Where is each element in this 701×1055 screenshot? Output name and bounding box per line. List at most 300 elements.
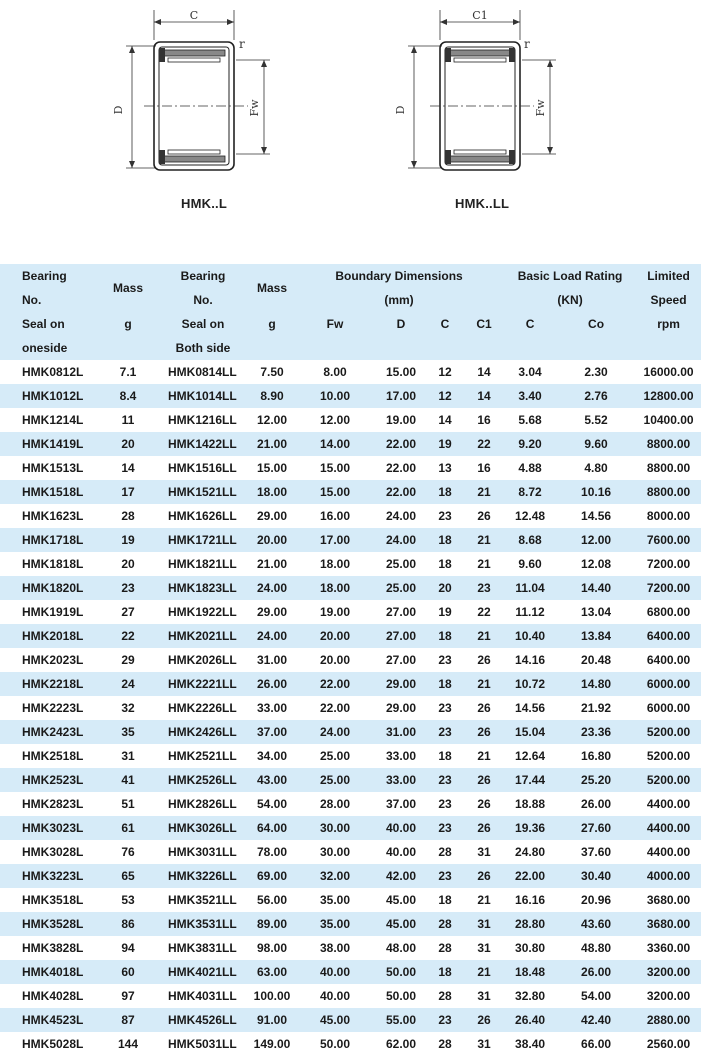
cell-speed: 7200.00	[646, 557, 691, 571]
cell-c: 23	[438, 653, 452, 667]
cell-fw: 25.00	[319, 749, 351, 763]
cell-load-co: 54.00	[581, 989, 612, 1003]
cell-bearing-single: HMK1818L	[22, 557, 84, 571]
cell-load-c: 12.64	[515, 749, 546, 763]
cell-speed: 8000.00	[646, 509, 691, 523]
cell-d: 15.00	[385, 365, 417, 379]
cell-load-c: 16.16	[515, 893, 546, 907]
cell-d: 42.00	[385, 869, 417, 883]
table-row	[0, 408, 701, 432]
table-row	[0, 1008, 701, 1032]
cell-mass-single: 86	[121, 917, 135, 931]
cell-c1: 31	[477, 1037, 491, 1051]
cell-bearing-both: HMK4031LL	[168, 989, 237, 1003]
table-row	[0, 864, 701, 888]
cell-mass-single: 22	[121, 629, 135, 643]
cell-load-co: 12.00	[581, 533, 612, 547]
hdr-col-load-co: Co	[556, 312, 636, 336]
cell-c: 18	[438, 629, 452, 643]
cell-load-co: 25.20	[581, 773, 612, 787]
cell-d: 31.00	[385, 725, 417, 739]
cell-d: 24.00	[385, 509, 417, 523]
hdr-mass1-unit: g	[100, 312, 156, 336]
cell-speed: 7600.00	[646, 533, 691, 547]
cell-d: 29.00	[385, 701, 417, 715]
cell-load-co: 21.92	[581, 701, 612, 715]
drawing-hmk-ll-svg	[390, 0, 570, 180]
table-row	[0, 984, 701, 1008]
cell-load-co: 10.16	[581, 485, 612, 499]
cell-c1: 21	[477, 965, 491, 979]
cell-fw: 35.00	[319, 917, 351, 931]
cell-load-co: 14.80	[581, 677, 612, 691]
cell-d: 37.00	[385, 797, 417, 811]
cell-speed: 4000.00	[646, 869, 691, 883]
cell-c: 12	[438, 389, 452, 403]
cell-load-c: 18.48	[515, 965, 546, 979]
cell-bearing-single: HMK5028L	[22, 1037, 84, 1051]
cell-bearing-both: HMK2826LL	[168, 797, 237, 811]
cell-load-c: 24.80	[515, 845, 546, 859]
cell-speed: 2560.00	[646, 1037, 691, 1051]
cell-d: 22.00	[385, 437, 417, 451]
table-row	[0, 672, 701, 696]
cell-bearing-both: HMK2021LL	[168, 629, 237, 643]
cell-fw: 32.00	[319, 869, 351, 883]
cell-mass-single: 94	[121, 941, 135, 955]
cell-bearing-both: HMK2521LL	[168, 749, 237, 763]
cell-d: 22.00	[385, 485, 417, 499]
cell-mass-both: 43.00	[256, 773, 288, 787]
cell-mass-both: 54.00	[256, 797, 288, 811]
cell-speed: 4400.00	[646, 821, 691, 835]
cell-load-c: 8.72	[518, 485, 542, 499]
table-header	[0, 264, 701, 360]
cell-load-co: 37.60	[581, 845, 612, 859]
cell-fw: 35.00	[319, 893, 351, 907]
table-row	[0, 1032, 701, 1055]
cell-mass-single: 11	[121, 413, 135, 427]
cell-fw: 40.00	[319, 965, 351, 979]
cell-bearing-single: HMK1518L	[22, 485, 84, 499]
cell-bearing-single: HMK1012L	[22, 389, 84, 403]
cell-mass-single: 61	[121, 821, 135, 835]
cell-fw: 22.00	[319, 677, 351, 691]
cell-speed: 3680.00	[646, 893, 691, 907]
cell-bearing-single: HMK3028L	[22, 845, 84, 859]
cell-bearing-both: HMK3531LL	[168, 917, 237, 931]
cell-d: 48.00	[385, 941, 417, 955]
cell-bearing-both: HMK1922LL	[168, 605, 237, 619]
cell-c: 19	[438, 437, 452, 451]
cell-d: 62.00	[385, 1037, 417, 1051]
cell-c: 18	[438, 965, 452, 979]
drawing-caption-hmk-l: HMK..L	[181, 196, 227, 211]
cell-bearing-both: HMK1823LL	[168, 581, 237, 595]
cell-c: 23	[438, 797, 452, 811]
cell-c1: 21	[477, 677, 491, 691]
cell-c: 13	[438, 461, 452, 475]
cell-mass-both: 98.00	[256, 941, 288, 955]
hdr-speed-1: Limited	[636, 264, 701, 288]
cell-load-co: 16.80	[581, 749, 612, 763]
cell-bearing-single: HMK2218L	[22, 677, 84, 691]
cell-bearing-single: HMK3518L	[22, 893, 84, 907]
cell-mass-single: 28	[121, 509, 135, 523]
cell-fw: 15.00	[319, 461, 351, 475]
cell-fw: 8.00	[323, 365, 347, 379]
cell-c: 18	[438, 677, 452, 691]
cell-load-co: 13.84	[581, 629, 612, 643]
cell-load-c: 22.00	[515, 869, 546, 883]
cell-speed: 6000.00	[646, 677, 691, 691]
cell-c1: 23	[477, 581, 491, 595]
cell-c: 23	[438, 509, 452, 523]
cell-fw: 10.00	[319, 389, 351, 403]
cell-mass-single: 32	[121, 701, 135, 715]
hdr-load-unit: (KN)	[504, 288, 636, 312]
hdr-bearing-single-1: Bearing	[0, 264, 100, 288]
cell-mass-single: 41	[121, 773, 135, 787]
table-row	[0, 720, 701, 744]
cell-fw: 25.00	[319, 773, 351, 787]
cell-speed: 8800.00	[646, 437, 691, 451]
table-row	[0, 648, 701, 672]
cell-mass-single: 20	[121, 437, 135, 451]
cell-bearing-both: HMK1216LL	[168, 413, 237, 427]
table-row	[0, 624, 701, 648]
cell-bearing-single: HMK0812L	[22, 365, 84, 379]
hdr-bearing-both-1: Bearing	[156, 264, 250, 288]
cell-c: 12	[438, 365, 452, 379]
cell-speed: 4400.00	[646, 797, 691, 811]
cell-c: 23	[438, 821, 452, 835]
cell-bearing-single: HMK1820L	[22, 581, 84, 595]
cell-bearing-single: HMK1919L	[22, 605, 84, 619]
cell-bearing-both: HMK4526LL	[168, 1013, 237, 1027]
dim-label-top: C	[189, 9, 199, 22]
hdr-bearing-both-2: No.	[156, 288, 250, 312]
cell-c: 28	[438, 989, 452, 1003]
cell-d: 19.00	[385, 413, 417, 427]
cell-c: 18	[438, 893, 452, 907]
table-row	[0, 552, 701, 576]
cell-bearing-both: HMK3831LL	[168, 941, 237, 955]
cell-bearing-single: HMK4018L	[22, 965, 84, 979]
cell-mass-single: 60	[121, 965, 135, 979]
table-row	[0, 696, 701, 720]
dim-label-corner: r	[524, 37, 530, 51]
cell-load-co: 26.00	[581, 797, 612, 811]
table-row	[0, 504, 701, 528]
table-row	[0, 960, 701, 984]
cell-mass-single: 31	[121, 749, 135, 763]
table-row	[0, 744, 701, 768]
cell-mass-both: 64.00	[256, 821, 288, 835]
cell-speed: 10400.00	[643, 413, 694, 427]
table-row	[0, 456, 701, 480]
table-row	[0, 912, 701, 936]
cell-mass-single: 23	[121, 581, 135, 595]
hdr-boundary: Boundary Dimensions	[294, 264, 504, 288]
cell-load-c: 10.72	[515, 677, 546, 691]
cell-bearing-single: HMK3223L	[22, 869, 84, 883]
drawing-hmk-l	[108, 0, 288, 180]
cell-d: 33.00	[385, 773, 417, 787]
table-row	[0, 840, 701, 864]
cell-mass-single: 19	[121, 533, 135, 547]
dim-label-right: Fw	[534, 99, 547, 117]
cell-mass-both: 78.00	[256, 845, 288, 859]
cell-c1: 31	[477, 917, 491, 931]
cell-fw: 15.00	[319, 485, 351, 499]
cell-load-c: 11.12	[515, 605, 545, 619]
bearing-drawings	[0, 0, 701, 255]
hdr-col-fw: Fw	[294, 312, 376, 336]
cell-load-co: 20.96	[581, 893, 612, 907]
cell-load-c: 15.04	[515, 725, 546, 739]
cell-bearing-single: HMK1419L	[22, 437, 84, 451]
cell-c: 18	[438, 533, 452, 547]
cell-mass-single: 97	[121, 989, 135, 1003]
cell-d: 50.00	[385, 989, 417, 1003]
hdr-bearing-single-4: oneside	[0, 336, 100, 360]
cell-d: 29.00	[385, 677, 417, 691]
cell-fw: 18.00	[319, 557, 351, 571]
cell-speed: 4400.00	[646, 845, 691, 859]
cell-fw: 50.00	[319, 1037, 351, 1051]
cell-load-c: 10.40	[515, 629, 546, 643]
cell-speed: 5200.00	[646, 725, 691, 739]
cell-mass-single: 27	[121, 605, 135, 619]
cell-d: 24.00	[385, 533, 417, 547]
cell-mass-both: 69.00	[256, 869, 288, 883]
cell-c: 18	[438, 749, 452, 763]
cell-mass-both: 21.00	[256, 557, 288, 571]
hdr-load: Basic Load Rating	[504, 264, 636, 288]
cell-c: 19	[438, 605, 452, 619]
cell-bearing-single: HMK2523L	[22, 773, 84, 787]
cell-c1: 21	[477, 749, 491, 763]
cell-load-c: 28.80	[515, 917, 546, 931]
cell-fw: 20.00	[319, 629, 351, 643]
cell-c1: 21	[477, 485, 491, 499]
cell-c1: 31	[477, 941, 491, 955]
cell-load-co: 27.60	[581, 821, 612, 835]
cell-c: 28	[438, 845, 452, 859]
cell-c: 28	[438, 1037, 452, 1051]
cell-mass-single: 29	[121, 653, 135, 667]
cell-fw: 20.00	[319, 653, 351, 667]
cell-bearing-both: HMK2526LL	[168, 773, 237, 787]
cell-fw: 30.00	[319, 821, 351, 835]
cell-d: 27.00	[385, 605, 417, 619]
cell-mass-both: 8.90	[260, 389, 284, 403]
cell-c1: 21	[477, 629, 491, 643]
cell-d: 25.00	[385, 557, 417, 571]
cell-load-c: 26.40	[515, 1013, 546, 1027]
cell-mass-both: 24.00	[256, 629, 288, 643]
table-row	[0, 432, 701, 456]
cell-c1: 26	[477, 1013, 491, 1027]
cell-c1: 16	[477, 461, 491, 475]
cell-load-co: 26.00	[581, 965, 612, 979]
cell-mass-single: 20	[121, 557, 135, 571]
hdr-col-load-c: C	[504, 312, 556, 336]
cell-c1: 16	[477, 413, 491, 427]
cell-load-co: 9.60	[584, 437, 608, 451]
dim-label-top: C1	[472, 9, 488, 22]
hdr-mass1: Mass	[100, 264, 156, 312]
cell-c1: 26	[477, 725, 491, 739]
cell-c1: 21	[477, 893, 491, 907]
cell-load-c: 8.68	[518, 533, 542, 547]
cell-load-co: 2.30	[584, 365, 608, 379]
cell-bearing-both: HMK1521LL	[168, 485, 237, 499]
cell-speed: 6800.00	[646, 605, 691, 619]
cell-load-c: 18.88	[515, 797, 546, 811]
cell-bearing-both: HMK1821LL	[168, 557, 237, 571]
cell-load-co: 20.48	[581, 653, 612, 667]
table-row	[0, 384, 701, 408]
cell-bearing-both: HMK1626LL	[168, 509, 237, 523]
table-row	[0, 888, 701, 912]
cell-c1: 26	[477, 797, 491, 811]
cell-mass-single: 17	[121, 485, 135, 499]
cell-mass-both: 20.00	[256, 533, 288, 547]
cell-mass-single: 144	[117, 1037, 139, 1051]
cell-mass-both: 149.00	[253, 1037, 291, 1051]
table-row	[0, 528, 701, 552]
cell-load-c: 3.04	[518, 365, 542, 379]
cell-c1: 31	[477, 845, 491, 859]
cell-c1: 26	[477, 869, 491, 883]
cell-mass-single: 35	[121, 725, 135, 739]
dim-label-corner: r	[239, 37, 245, 51]
cell-bearing-both: HMK1516LL	[168, 461, 237, 475]
cell-bearing-both: HMK4021LL	[168, 965, 237, 979]
cell-c: 18	[438, 485, 452, 499]
cell-c1: 26	[477, 653, 491, 667]
cell-load-c: 5.68	[518, 413, 542, 427]
cell-load-co: 14.40	[581, 581, 612, 595]
cell-load-c: 32.80	[515, 989, 546, 1003]
cell-d: 33.00	[385, 749, 417, 763]
cell-bearing-single: HMK1623L	[22, 509, 84, 523]
cell-c: 23	[438, 773, 452, 787]
cell-mass-single: 51	[121, 797, 135, 811]
drawing-caption-hmk-ll: HMK..LL	[455, 196, 510, 211]
cell-c: 14	[438, 413, 452, 427]
cell-load-c: 19.36	[515, 821, 546, 835]
hdr-speed-unit: rpm	[636, 312, 701, 336]
cell-fw: 40.00	[319, 989, 351, 1003]
cell-load-co: 23.36	[581, 725, 612, 739]
cell-load-co: 14.56	[581, 509, 612, 523]
cell-load-co: 66.00	[581, 1037, 612, 1051]
cell-c1: 21	[477, 557, 491, 571]
cell-mass-both: 100.00	[253, 989, 291, 1003]
cell-mass-both: 56.00	[256, 893, 288, 907]
table-body	[0, 360, 701, 1055]
cell-c1: 14	[477, 365, 491, 379]
cell-mass-both: 34.00	[256, 749, 288, 763]
cell-bearing-single: HMK2023L	[22, 653, 84, 667]
hdr-bearing-both-3: Seal on	[156, 312, 250, 336]
dim-label-left: D	[394, 105, 407, 115]
cell-d: 45.00	[385, 917, 417, 931]
cell-bearing-both: HMK1721LL	[168, 533, 237, 547]
cell-fw: 30.00	[319, 845, 351, 859]
cell-fw: 24.00	[319, 725, 351, 739]
hdr-col-c1: C1	[464, 312, 504, 336]
cell-bearing-single: HMK4028L	[22, 989, 84, 1003]
table-row	[0, 792, 701, 816]
cell-c: 23	[438, 869, 452, 883]
cell-speed: 7200.00	[646, 581, 691, 595]
cell-speed: 5200.00	[646, 749, 691, 763]
cell-mass-both: 15.00	[256, 461, 288, 475]
cell-bearing-both: HMK3026LL	[168, 821, 237, 835]
hdr-col-c: C	[426, 312, 464, 336]
cell-d: 27.00	[385, 629, 417, 643]
cell-bearing-single: HMK2223L	[22, 701, 84, 715]
cell-bearing-both: HMK2226LL	[168, 701, 237, 715]
cell-mass-both: 33.00	[256, 701, 288, 715]
cell-mass-both: 7.50	[260, 365, 284, 379]
cell-bearing-both: HMK2426LL	[168, 725, 237, 739]
hdr-bearing-single-3: Seal on	[0, 312, 100, 336]
cell-c1: 26	[477, 701, 491, 715]
cell-load-co: 2.76	[584, 389, 608, 403]
cell-c: 23	[438, 701, 452, 715]
cell-bearing-both: HMK0814LL	[168, 365, 237, 379]
cell-bearing-both: HMK2221LL	[168, 677, 237, 691]
cell-d: 45.00	[385, 893, 417, 907]
cell-load-c: 9.20	[518, 437, 542, 451]
cell-speed: 5200.00	[646, 773, 691, 787]
cell-load-c: 3.40	[518, 389, 542, 403]
cell-speed: 8800.00	[646, 461, 691, 475]
cell-fw: 16.00	[319, 509, 351, 523]
table-row	[0, 768, 701, 792]
cell-c: 28	[438, 917, 452, 931]
cell-mass-both: 63.00	[256, 965, 288, 979]
drawing-hmk-ll	[390, 0, 570, 180]
cell-speed: 3200.00	[646, 965, 691, 979]
cell-mass-both: 29.00	[256, 509, 288, 523]
cell-mass-both: 26.00	[256, 677, 288, 691]
cell-bearing-single: HMK1718L	[22, 533, 84, 547]
table-row	[0, 480, 701, 504]
cell-d: 55.00	[385, 1013, 417, 1027]
cell-load-c: 4.88	[518, 461, 542, 475]
cell-mass-single: 65	[121, 869, 135, 883]
cell-speed: 6400.00	[646, 653, 691, 667]
table-row	[0, 936, 701, 960]
cell-load-co: 43.60	[581, 917, 612, 931]
cell-load-c: 12.48	[515, 509, 546, 523]
cell-mass-both: 18.00	[256, 485, 288, 499]
hdr-bearing-single-2: No.	[0, 288, 100, 312]
cell-mass-both: 37.00	[256, 725, 288, 739]
cell-load-c: 11.04	[515, 581, 545, 595]
cell-c1: 21	[477, 533, 491, 547]
cell-d: 40.00	[385, 845, 417, 859]
table-row	[0, 576, 701, 600]
cell-fw: 28.00	[319, 797, 351, 811]
dim-label-right: Fw	[248, 99, 261, 117]
